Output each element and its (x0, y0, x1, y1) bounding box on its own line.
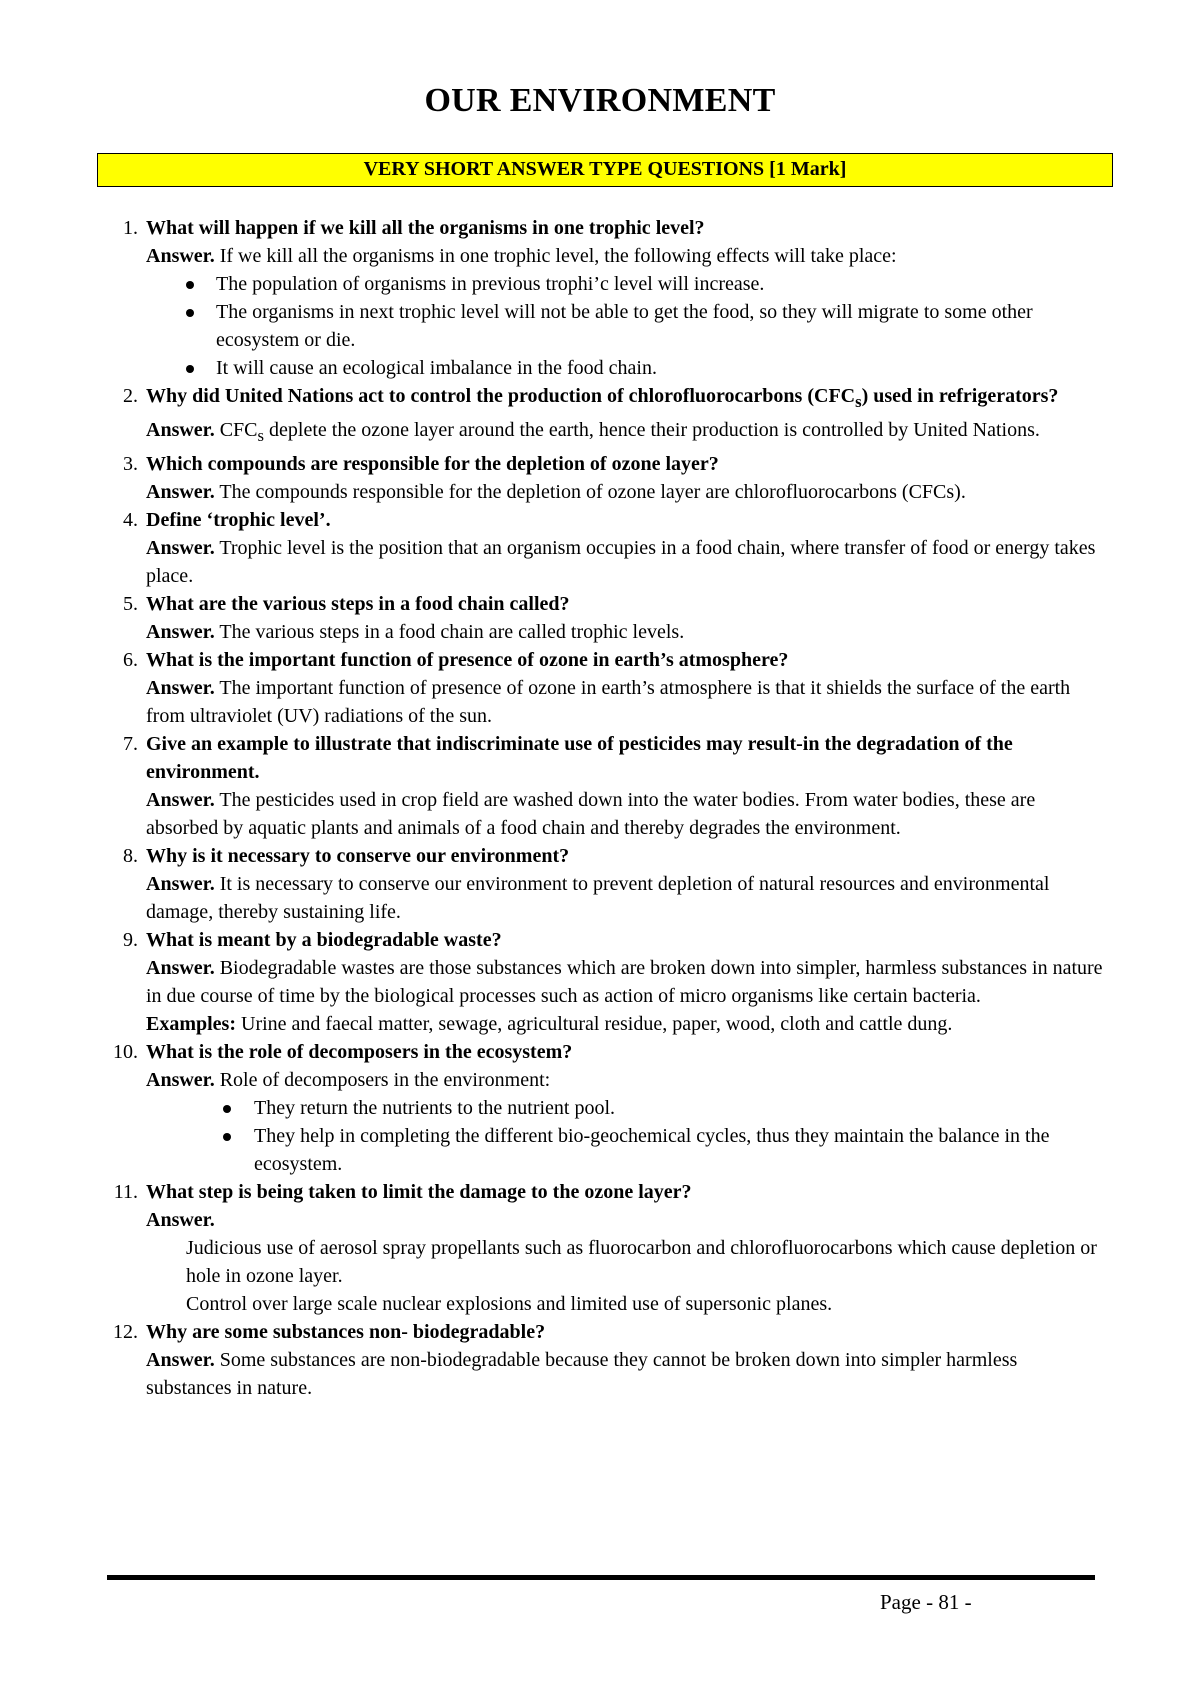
answer (146, 1346, 1104, 1402)
answer-label: Answer. (146, 1069, 215, 1091)
answer-text: The important function of presence of ozone in earth’s atmosphere is that it shields the surface of the earth from ultraviolet (UV) radiations of the sun. (146, 677, 1071, 727)
question-number: 6. (123, 649, 138, 671)
question-text: Why is it necessary to conserve our environment? (146, 845, 570, 867)
question-number: 1. (123, 217, 138, 239)
answer-text: It is necessary to conserve our environment to prevent depletion of natural resources and environmental damage, thereby sustaining life. (146, 873, 1050, 923)
question-number: 2. (123, 385, 138, 407)
question-text: Which compounds are responsible for the depletion of ozone layer? (146, 453, 719, 475)
question-item-8 (104, 842, 1104, 926)
question-item-9 (104, 926, 1104, 1038)
question-text (146, 382, 1104, 416)
answer (146, 870, 1104, 926)
question-item-2 (104, 382, 1104, 450)
answer-label: Answer. (146, 537, 215, 559)
footer-rule (107, 1575, 1095, 1580)
question-number: 10. (113, 1041, 138, 1063)
answer (146, 534, 1104, 590)
answer-label: Answer. (146, 481, 215, 503)
examples-label: Examples: (146, 1013, 236, 1035)
answer-text: The pesticides used in crop field are washed down into the water bodies. From water bodies, these are absorbed by aquatic plants and animals of a food chain and thereby degrades the environment. (146, 789, 1036, 839)
question-text: What is the important function of presence of ozone in earth’s atmosphere? (146, 649, 789, 671)
question-text: What step is being taken to limit the damage to the ozone layer? (146, 1181, 692, 1203)
examples-text: Urine and faecal matter, sewage, agricultural residue, paper, wood, cloth and cattle dung. (241, 1013, 953, 1035)
answer-text: The compounds responsible for the depletion of ozone layer are chlorofluorocarbons (CFCs). (219, 481, 966, 503)
question-item-4 (104, 506, 1104, 590)
answer (146, 674, 1104, 730)
answer-label: Answer. (146, 245, 215, 267)
question-item-1 (104, 214, 1104, 382)
answer (146, 478, 1104, 506)
bullet-item: They help in completing the different bio-geochemical cycles, thus they maintain the balance in the ecosystem. (146, 1122, 1104, 1178)
answer (146, 786, 1104, 842)
answer-label: Answer. (146, 873, 215, 895)
bullet-item: The population of organisms in previous trophi’c level will increase. (146, 270, 1104, 298)
question-text-part: ) used in refrigerators? (861, 385, 1059, 407)
question-number: 9. (123, 929, 138, 951)
question-number: 3. (123, 453, 138, 475)
answer-label: Answer. (146, 957, 215, 979)
question-text: What is meant by a biodegradable waste? (146, 929, 502, 951)
question-item-5 (104, 590, 1104, 646)
answer-line: Control over large scale nuclear explosions and limited use of supersonic planes. (186, 1293, 833, 1315)
question-number: 4. (123, 509, 138, 531)
question-number: 8. (123, 845, 138, 867)
question-item-6 (104, 646, 1104, 730)
answer (146, 618, 1104, 646)
question-text: Define ‘trophic level’. (146, 509, 331, 531)
question-number: 11. (113, 1181, 138, 1203)
answer-text: Trophic level is the position that an organism occupies in a food chain, where transfer of food or energy takes place. (146, 537, 1096, 587)
answer-bullets (146, 1094, 1104, 1178)
answer-label: Answer. (146, 1209, 215, 1231)
answer-label: Answer. (146, 789, 215, 811)
answer-text: Role of decomposers in the environment: (219, 1069, 551, 1091)
subscript: s (855, 392, 862, 411)
answer-label: Answer. (146, 419, 215, 441)
answer-label: Answer. (146, 1349, 215, 1371)
answer-text: Some substances are non-biodegradable because they cannot be broken down into simpler harmless substances in nature. (146, 1349, 1018, 1399)
answer (146, 416, 1104, 450)
section-banner: VERY SHORT ANSWER TYPE QUESTIONS [1 Mark] (97, 153, 1113, 187)
question-item-10 (104, 1038, 1104, 1178)
question-text: Give an example to illustrate that indiscriminate use of pesticides may result-in the degradation of the environment. (146, 733, 1013, 783)
answer-label: Answer. (146, 677, 215, 699)
question-text: What will happen if we kill all the organisms in one trophic level? (146, 217, 705, 239)
question-item-11 (104, 1178, 1104, 1318)
answer (146, 1066, 1104, 1094)
answer-text: If we kill all the organisms in one trophic level, the following effects will take place: (219, 245, 897, 267)
question-item-3 (104, 450, 1104, 506)
question-list (104, 214, 1104, 1402)
answer-line: Judicious use of aerosol spray propellants such as fluorocarbon and chlorofluorocarbons which cause depletion or hole in ozone layer. (186, 1237, 1097, 1287)
question-item-12 (104, 1318, 1104, 1402)
examples (146, 1010, 1104, 1038)
question-text: What are the various steps in a food chain called? (146, 593, 570, 615)
answer-text: Biodegradable wastes are those substances which are broken down into simpler, harmless substances in nature in due course of time by the biological processes such as action of micro organisms like certain bacteria. (146, 957, 1103, 1007)
answer-bullets (146, 270, 1104, 382)
subscript: s (257, 426, 265, 445)
page-title: OUR ENVIRONMENT (424, 82, 776, 119)
question-text: What is the role of decomposers in the ecosystem? (146, 1041, 573, 1063)
bullet-item: The organisms in next trophic level will not be able to get the food, so they will migrate to some other ecosystem or die. (146, 298, 1104, 354)
answer (146, 1206, 1104, 1234)
question-item-7 (104, 730, 1104, 842)
answer (146, 242, 1104, 270)
answer-text-part: CFC (219, 419, 258, 441)
answer-text-part: deplete the ozone layer around the earth, hence their production is controlled by United Nations. (264, 419, 1040, 441)
answer-text: The various steps in a food chain are called trophic levels. (219, 621, 685, 643)
question-number: 5. (123, 593, 138, 615)
question-number: 7. (123, 733, 138, 755)
question-number: 12. (113, 1321, 138, 1343)
answer-label: Answer. (146, 621, 215, 643)
question-text-part: Why did United Nations act to control the production of chlorofluorocarbons (CFC (146, 385, 856, 407)
question-text: Why are some substances non- biodegradable? (146, 1321, 546, 1343)
bullet-item: They return the nutrients to the nutrient pool. (146, 1094, 1104, 1122)
page-number: Page - 81 - (880, 1590, 972, 1614)
answer (146, 954, 1104, 1010)
bullet-item: It will cause an ecological imbalance in the food chain. (146, 354, 1104, 382)
